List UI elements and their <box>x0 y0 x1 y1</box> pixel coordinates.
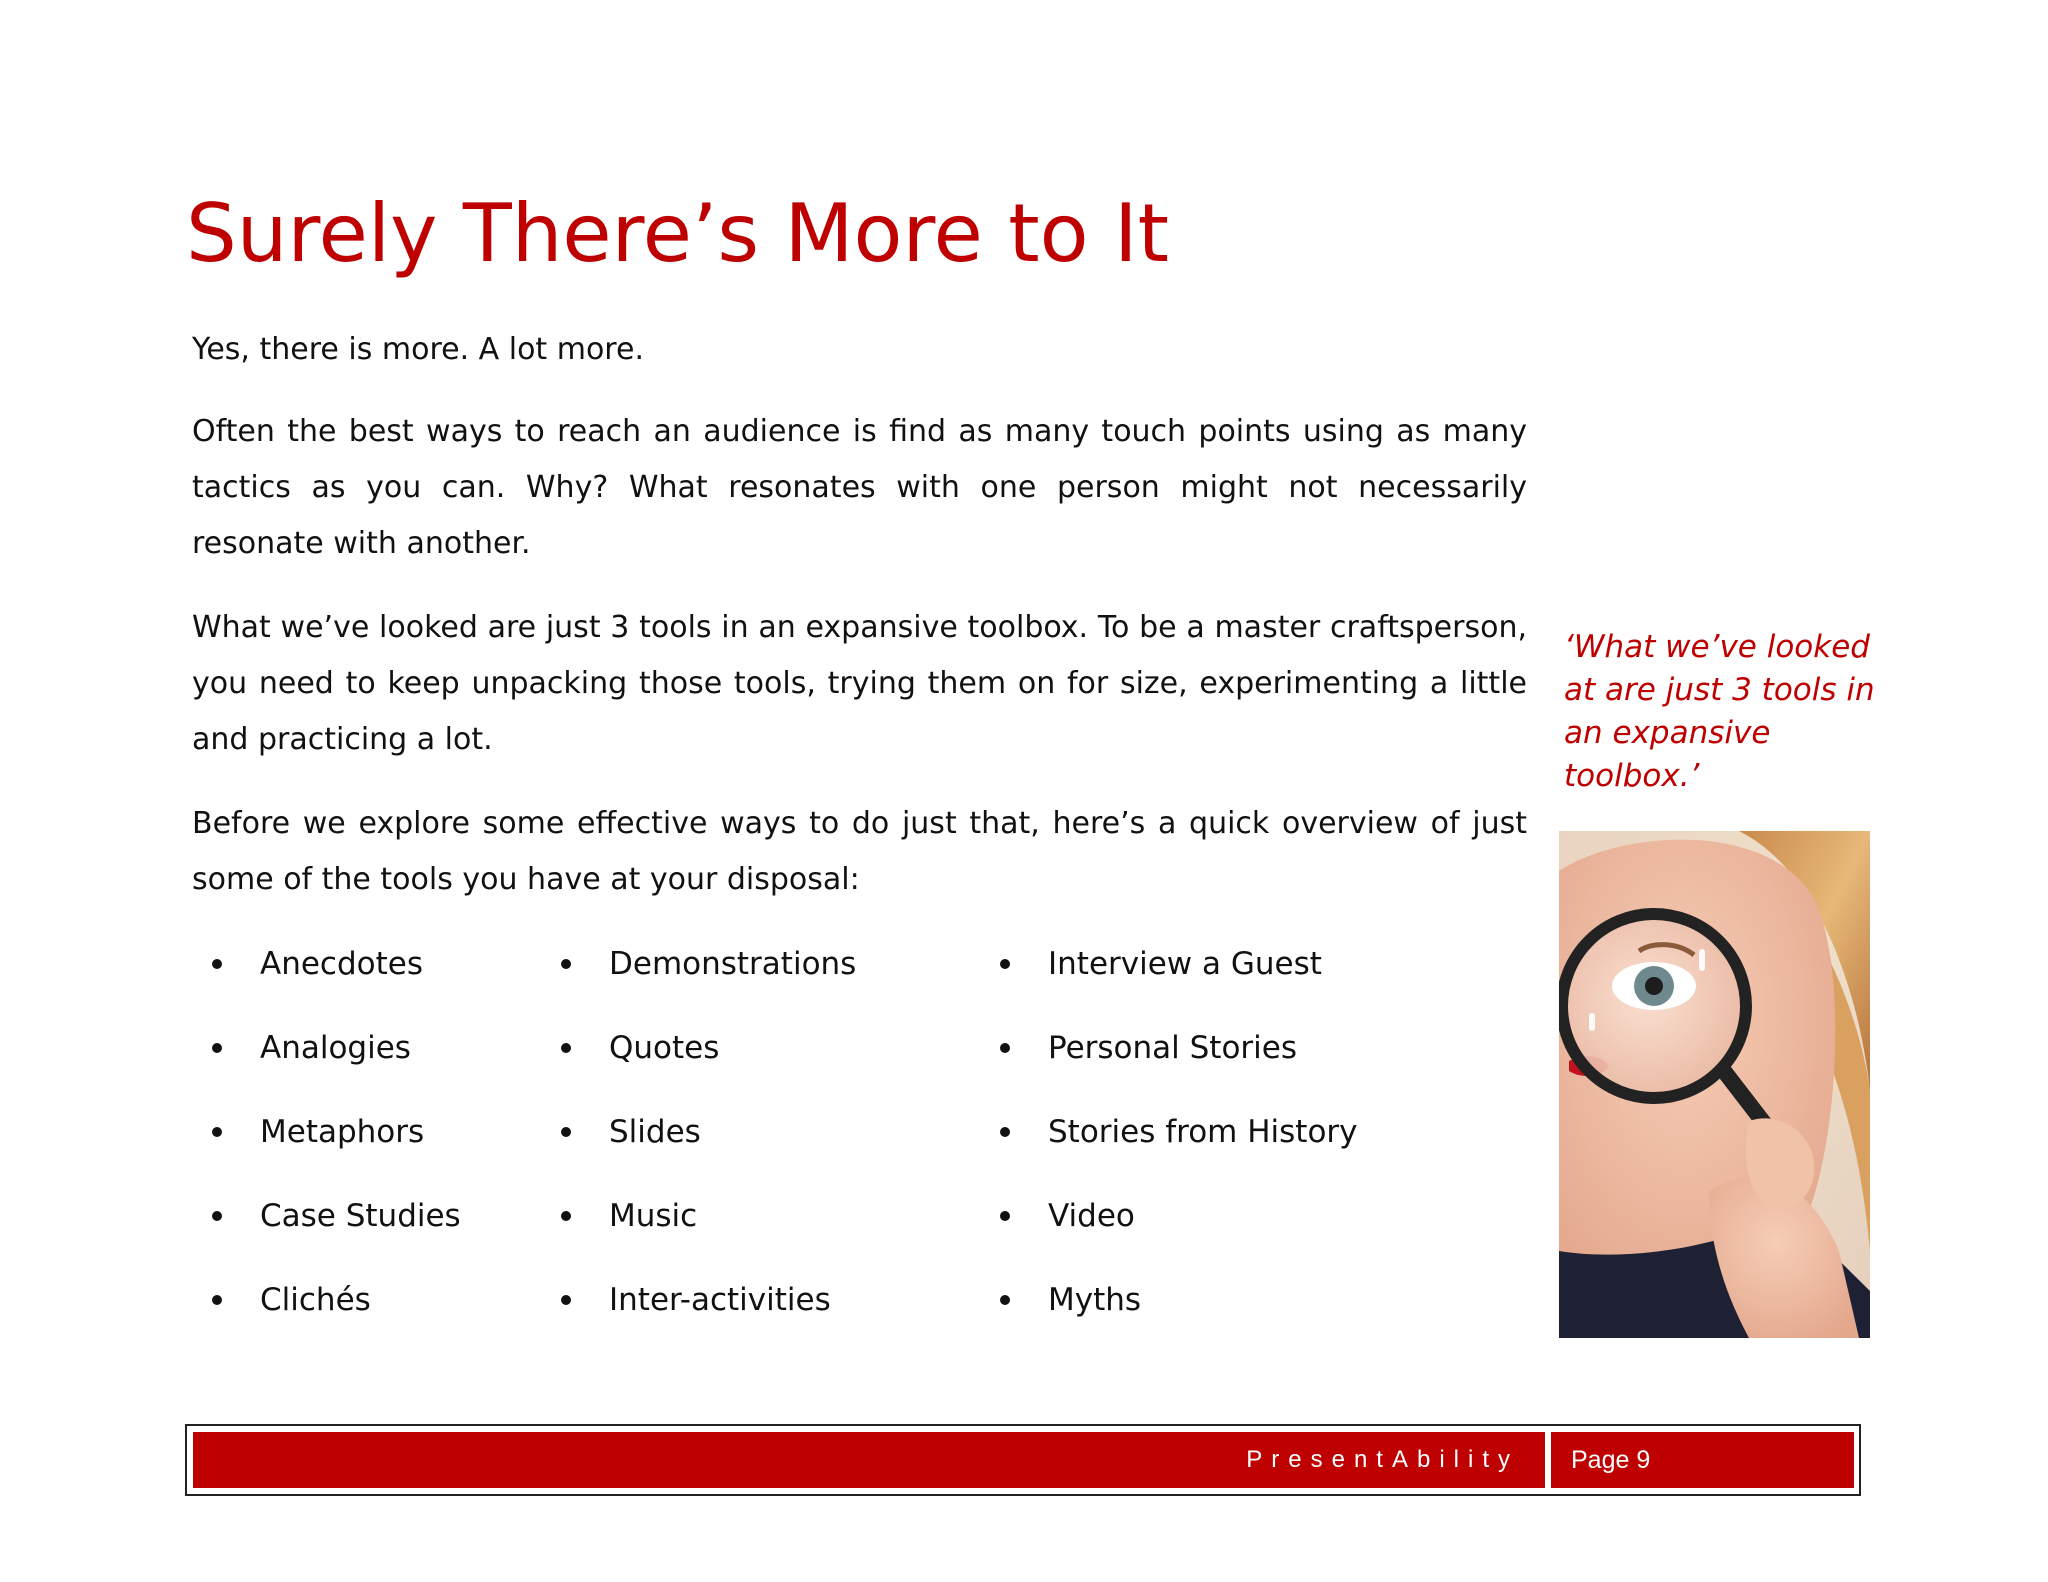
list-item-label: Case Studies <box>260 1198 461 1234</box>
list-item-label: Demonstrations <box>609 946 857 982</box>
bullet-icon <box>212 1295 222 1305</box>
bullet-icon <box>212 1211 222 1221</box>
pull-quote: ‘What we’ve looked at are just 3 tools in an expansive toolbox.’ <box>1564 629 1875 794</box>
bullet-icon <box>1000 1043 1010 1053</box>
list-item <box>1000 1020 1400 1104</box>
bullet-icon <box>1000 1211 1010 1221</box>
bullet-icon <box>212 1127 222 1137</box>
list-item-label: Music <box>609 1198 698 1234</box>
list-item <box>1000 936 1400 1020</box>
magnifying-glass-photo <box>1559 831 1870 1338</box>
bullet-icon <box>561 1211 571 1221</box>
list-item-label: Video <box>1048 1198 1135 1234</box>
touch-points-paragraph: Often the best ways to reach an audience is find as many touch points using as many tactics as you can. Why? What resonates with one person might not necessarily resonate with another. <box>192 414 1527 561</box>
list-item <box>561 936 961 1020</box>
list-item <box>212 1104 612 1188</box>
list-item <box>212 1188 612 1272</box>
list-item <box>212 936 612 1020</box>
footer-page-box <box>1551 1432 1854 1488</box>
bullet-icon <box>1000 1295 1010 1305</box>
tools-column-1 <box>212 936 612 1356</box>
list-item <box>561 1104 961 1188</box>
list-item-label: Myths <box>1048 1282 1142 1318</box>
toolbox-paragraph: What we’ve looked are just 3 tools in an expansive toolbox. To be a master craftsperson, you need to keep unpacking those tools, trying them on for size, experimenting a little and practicing a lot. <box>192 610 1527 757</box>
list-item-label: Anecdotes <box>260 946 423 982</box>
list-item <box>1000 1188 1400 1272</box>
bullet-icon <box>212 1043 222 1053</box>
list-item-label: Stories from History <box>1048 1114 1358 1150</box>
list-item <box>561 1272 961 1356</box>
tools-column-3 <box>1000 936 1400 1356</box>
overview-paragraph: Before we explore some effective ways to do just that, here’s a quick overview of just some of the tools you have at your disposal: <box>192 806 1527 897</box>
page-number: Page 9 <box>1571 1446 1651 1474</box>
tools-column-2 <box>561 936 961 1356</box>
list-item <box>1000 1272 1400 1356</box>
list-item <box>1000 1104 1400 1188</box>
bullet-icon <box>561 959 571 969</box>
list-item <box>212 1020 612 1104</box>
page-title: Surely There’s More to It <box>186 187 1169 280</box>
list-item <box>561 1188 961 1272</box>
list-item-label: Interview a Guest <box>1048 946 1322 982</box>
list-item <box>212 1272 612 1356</box>
list-item-label: Clichés <box>260 1282 371 1318</box>
bullet-icon <box>1000 1127 1010 1137</box>
bullet-icon <box>561 1295 571 1305</box>
list-item-label: Analogies <box>260 1030 411 1066</box>
list-item-label: Quotes <box>609 1030 720 1066</box>
bullet-icon <box>561 1043 571 1053</box>
list-item <box>561 1020 961 1104</box>
footer-brand: PresentAbility <box>1246 1446 1519 1473</box>
bullet-icon <box>1000 959 1010 969</box>
list-item-label: Personal Stories <box>1048 1030 1298 1066</box>
intro-paragraph: Yes, there is more. A lot more. <box>192 332 644 367</box>
bullet-icon <box>561 1127 571 1137</box>
list-item-label: Inter-activities <box>609 1282 831 1318</box>
woman-with-magnifier-illustration <box>1559 831 1870 1338</box>
bullet-icon <box>212 959 222 969</box>
list-item-label: Slides <box>609 1114 701 1150</box>
footer-bar <box>193 1432 1545 1488</box>
list-item-label: Metaphors <box>260 1114 425 1150</box>
